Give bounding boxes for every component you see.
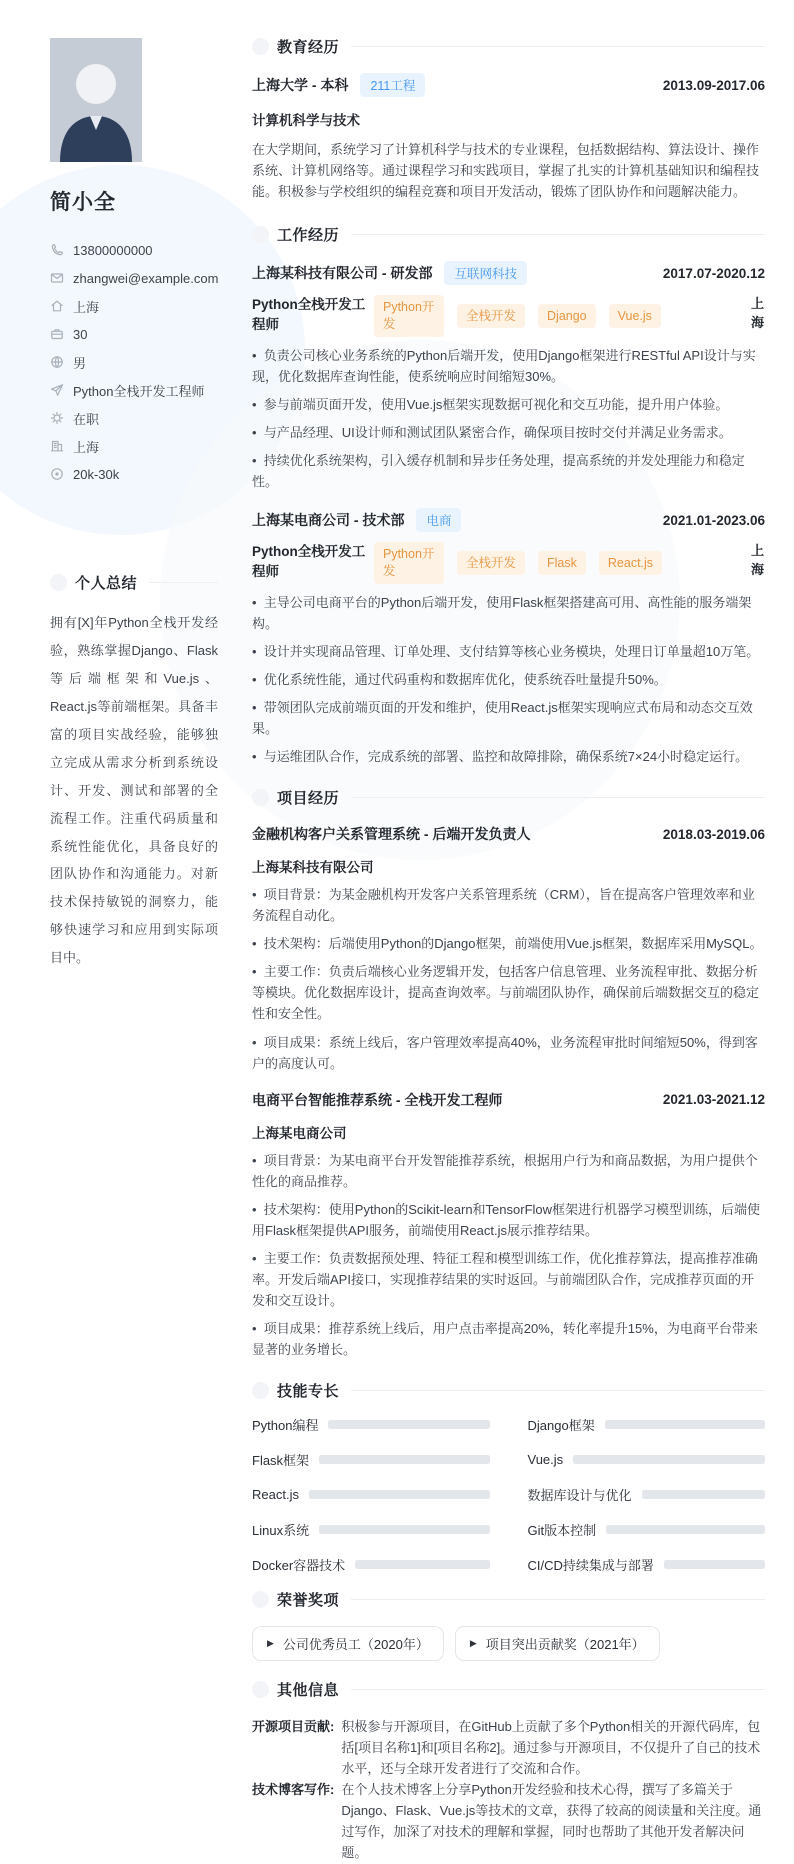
- skill-row: [528, 1452, 766, 1466]
- skill-tag: 全栈开发: [457, 551, 525, 576]
- project-date: 2018.03-2019.06: [662, 826, 765, 842]
- job-entry: [252, 261, 765, 492]
- project-date: 2021.03-2021.12: [662, 1092, 765, 1108]
- contact-location-value: 上海: [73, 299, 100, 315]
- bullet-item: • 与运维团队合作，完成系统的部署、监控和故障排除，确保系统7×24小时稳定运行。: [252, 746, 765, 767]
- job-header-row: [252, 508, 765, 532]
- other-info-section: [252, 1679, 765, 1863]
- project-name: 电商平台智能推荐系统 - 全栈开发工程师: [252, 1091, 503, 1108]
- education-section: [252, 36, 765, 202]
- gear-icon: [50, 411, 64, 425]
- skill-name: Vue.js: [527, 1451, 564, 1467]
- building-icon: [50, 439, 64, 453]
- section-ghost-icon: [50, 574, 67, 591]
- project-company: 上海某电商公司: [252, 1125, 347, 1141]
- position-title: Python全栈开发工程师: [252, 297, 366, 333]
- project-bullets: [252, 884, 765, 1073]
- projects-section: [252, 787, 765, 1360]
- summary-text: 拥有[X]年Python全栈开发经验，熟练掌握Django、Flask等后端框架和Vue.js、React.js等前端框架。具备丰富的项目实战经验，能够独立完成从需求分析到系统设计、开发、测试和部署的全流程工作。注重代码质量和系统性能优化，具备良好的团队协作和沟通能力。对新技术保持敏锐的洞察力，能够快速学习和应用到实际项目中。: [50, 615, 218, 966]
- skill-tag: Flask: [538, 551, 586, 576]
- section-title: 个人总结: [75, 575, 138, 592]
- contact-gender-value: 男: [73, 355, 87, 371]
- education-entry-row: [252, 73, 765, 97]
- skill-row: [252, 1487, 490, 1501]
- contact-age-value: 30: [73, 326, 88, 342]
- position-row: [252, 295, 765, 337]
- contact-email: [50, 264, 218, 292]
- skill-row: [252, 1452, 490, 1466]
- bullet-item: • 项目背景：为某金融机构开发客户关系管理系统（CRM），旨在提高客户管理效率和业务流程自动化。: [252, 884, 765, 926]
- skill-tags: [370, 542, 750, 584]
- skill-bar: [605, 1420, 765, 1429]
- project-entry: [252, 1090, 765, 1360]
- contact-status-value: 在职: [73, 411, 100, 427]
- mail-icon: [50, 271, 64, 285]
- skill-tag: Python开发: [374, 542, 444, 584]
- section-title: 工作经历: [277, 227, 340, 245]
- contact-age: [50, 320, 218, 348]
- skill-tags: [370, 295, 750, 337]
- skill-tag: Vue.js: [609, 304, 661, 329]
- school-badge: 211工程: [360, 73, 425, 97]
- skill-name: 数据库设计与优化: [527, 1487, 632, 1503]
- section-divider: [351, 46, 765, 47]
- job-bullets: [252, 345, 765, 492]
- section-title: 技能专长: [277, 1383, 340, 1401]
- section-header-projects: [252, 787, 765, 808]
- bullet-item: • 优化系统性能，通过代码重构和数据库优化，使系统吞吐量提升50%。: [252, 669, 765, 690]
- section-divider: [149, 582, 218, 583]
- section-header-skills: [252, 1380, 765, 1401]
- skill-bar: [606, 1525, 765, 1534]
- skill-name: CI/CD持续集成与部署: [527, 1557, 654, 1573]
- job-date: 2021.01-2023.06: [662, 512, 765, 528]
- honor-badge: [252, 1626, 444, 1661]
- bullet-item: • 持续优化系统架构，引入缓存机制和异步任务处理，提高系统的并发处理能力和稳定性。: [252, 450, 765, 492]
- globe-icon: [50, 355, 64, 369]
- bullet-item: • 参与前端页面开发，使用Vue.js框架实现数据可视化和交互功能，提升用户体验。: [252, 394, 765, 415]
- skill-row: [528, 1487, 766, 1501]
- section-header-work: [252, 224, 765, 245]
- contact-job-title-value: Python全栈开发工程师: [73, 383, 205, 399]
- skill-name: Flask框架: [252, 1452, 310, 1468]
- skill-bar: [355, 1560, 489, 1569]
- industry-badge: 电商: [416, 508, 461, 532]
- honor-text: 公司优秀员工（2020年）: [282, 1637, 429, 1653]
- education-date: 2013.09-2017.06: [662, 77, 765, 93]
- section-ghost-icon: [252, 1591, 269, 1608]
- section-title: 荣誉奖项: [277, 1592, 340, 1610]
- major-name: 计算机科学与技术: [252, 113, 360, 128]
- job-bullets: [252, 592, 765, 767]
- skill-bar: [328, 1420, 489, 1429]
- section-header-other: [252, 1679, 765, 1700]
- school-name: 上海大学 - 本科: [252, 77, 349, 93]
- bullet-item: • 项目成果：系统上线后，客户管理效率提高40%，业务流程审批时间缩短50%，得到客户的高度认可。: [252, 1032, 765, 1074]
- contact-location: [50, 292, 218, 320]
- bullet-item: • 技术架构：使用Python的Scikit-learn和TensorFlow框架进行机器学习模型训练，后端使用Flask框架提供API服务，前端使用React.js展示推荐结果。: [252, 1199, 765, 1241]
- target-icon: [50, 467, 64, 481]
- skill-name: Python编程: [252, 1417, 319, 1433]
- skill-row: [528, 1557, 766, 1571]
- skill-bar: [642, 1490, 765, 1499]
- company-name: 上海某电商公司 - 技术部: [252, 512, 405, 529]
- skill-name: Django框架: [527, 1417, 595, 1433]
- education-description: 在大学期间，系统学习了计算机科学与技术的专业课程，包括数据结构、算法设计、操作系统、计算机网络等。通过课程学习和实践项目，掌握了扎实的计算机基础知识和编程技能。积极参与学校组织的编程竞赛和项目开发活动，锻炼了团队协作和问题解决能力。: [252, 142, 760, 200]
- contact-gender: [50, 348, 218, 376]
- contact-city-value: 上海: [73, 439, 100, 455]
- phone-icon: [50, 243, 64, 257]
- section-header-honors: [252, 1589, 765, 1610]
- section-title: 项目经历: [277, 790, 340, 808]
- position-row: [252, 542, 765, 584]
- section-divider: [351, 797, 765, 798]
- main-content: [252, 0, 765, 1863]
- honor-text: 项目突出贡献奖（2021年）: [485, 1637, 645, 1653]
- play-triangle-icon: ▶: [267, 1638, 274, 1649]
- bullet-item: • 主要工作：负责后端核心业务逻辑开发，包括客户信息管理、业务流程审批、数据分析等模块。优化数据库设计，提高查询效率。与前端团队协作，确保前后端数据交互的稳定性和安全性。: [252, 961, 765, 1024]
- section-divider: [351, 1599, 765, 1600]
- company-name: 上海某科技有限公司 - 研发部: [252, 265, 433, 282]
- honor-badge: [455, 1626, 660, 1661]
- contact-city: [50, 432, 218, 460]
- skill-bar: [664, 1560, 765, 1569]
- contact-phone: [50, 236, 218, 264]
- bullet-item: • 项目成果：推荐系统上线后，用户点击率提高20%，转化率提升15%，为电商平台带来显著的业务增长。: [252, 1318, 765, 1360]
- skill-name: React.js: [252, 1486, 299, 1502]
- section-ghost-icon: [252, 38, 269, 55]
- skill-name: Git版本控制: [527, 1522, 597, 1538]
- section-divider: [351, 234, 765, 235]
- other-info-text: 在个人技术博客上分享Python开发经验和技术心得，撰写了多篇关于Django、Flask、Vue.js等技术的文章，获得了较高的阅读量和关注度。通过写作，加深了对技术的理解和掌握，同时也帮助了其他开发者解决问题。: [341, 1782, 762, 1861]
- other-info-label: 技术博客写作:: [252, 1782, 335, 1798]
- other-info-item: [252, 1716, 765, 1779]
- job-entry: [252, 508, 765, 767]
- contact-salary-value: 20k-30k: [73, 466, 120, 482]
- position-title: Python全栈开发工程师: [252, 544, 366, 580]
- skills-grid: [252, 1417, 765, 1571]
- job-date: 2017.07-2020.12: [662, 265, 765, 281]
- section-ghost-icon: [252, 1681, 269, 1698]
- skills-section: [252, 1380, 765, 1571]
- section-ghost-icon: [252, 789, 269, 806]
- section-title: 其他信息: [277, 1682, 340, 1700]
- job-header-row: [252, 261, 765, 285]
- project-bullets: [252, 1150, 765, 1360]
- bullet-item: • 项目背景：为某电商平台开发智能推荐系统，根据用户行为和商品数据，为用户提供个性化的商品推荐。: [252, 1150, 765, 1192]
- honors-section: [252, 1589, 765, 1661]
- project-name: 金融机构客户关系管理系统 - 后端开发负责人: [252, 826, 531, 843]
- contact-phone-value: 13800000000: [73, 242, 153, 258]
- profile-photo: [50, 38, 142, 162]
- bullet-item: • 带领团队完成前端页面的开发和维护，使用React.js框架实现响应式布局和动态交互效果。: [252, 697, 765, 739]
- contact-job-title: [50, 376, 218, 404]
- skill-tag: React.js: [599, 551, 662, 576]
- skill-tag: Django: [538, 304, 596, 329]
- name: 简小全: [50, 191, 116, 214]
- home-icon: [50, 299, 64, 313]
- bullet-item: • 设计并实现商品管理、订单处理、支付结算等核心业务模块，处理日订单量超10万笔。: [252, 641, 765, 662]
- contact-email-value: zhangwei@example.com: [73, 270, 219, 286]
- project-company: 上海某科技有限公司: [252, 860, 374, 876]
- other-info-item: [252, 1779, 765, 1863]
- project-entry: [252, 824, 765, 1073]
- section-divider: [351, 1689, 765, 1690]
- skill-name: Linux系统: [252, 1522, 310, 1538]
- skill-row: [252, 1417, 490, 1431]
- section-header-summary: [50, 572, 218, 593]
- skill-bar: [309, 1490, 490, 1499]
- skill-name: Docker容器技术: [252, 1557, 346, 1573]
- project-header-row: [252, 1090, 765, 1110]
- bullet-item: • 技术架构：后端使用Python的Django框架，前端使用Vue.js框架，数据库采用MySQL。: [252, 933, 765, 954]
- work-section: [252, 224, 765, 767]
- job-location: 上海: [750, 296, 764, 330]
- bullet-item: • 主导公司电商平台的Python后端开发，使用Flask框架搭建高可用、高性能的服务端架构。: [252, 592, 765, 634]
- honors-row: [252, 1626, 765, 1661]
- skill-row: [528, 1522, 766, 1536]
- skill-row: [252, 1557, 490, 1571]
- project-header-row: [252, 824, 765, 844]
- other-info-text: 积极参与开源项目，在GitHub上贡献了多个Python相关的开源代码库，包括[项目名称1]和[项目名称2]。通过参与开源项目，不仅提升了自己的技术水平，还与全球开发者进行了交流和合作。: [341, 1719, 761, 1777]
- skill-bar: [319, 1525, 489, 1534]
- skill-row: [252, 1522, 490, 1536]
- skill-bar: [573, 1455, 765, 1464]
- section-ghost-icon: [252, 226, 269, 243]
- bullet-item: • 与产品经理、UI设计师和测试团队紧密合作，确保项目按时交付并满足业务需求。: [252, 422, 765, 443]
- personal-summary-section: [50, 572, 218, 972]
- contact-salary: [50, 460, 218, 488]
- section-divider: [351, 1390, 765, 1391]
- skill-tag: 全栈开发: [457, 304, 525, 329]
- bullet-item: • 主要工作：负责数据预处理、特征工程和模型训练工作，优化推荐算法，提高推荐准确率。开发后端API接口，实现推荐结果的实时返回。与前端团队合作，完成推荐页面的开发和交互设计。: [252, 1248, 765, 1311]
- play-triangle-icon: ▶: [469, 1638, 477, 1649]
- industry-badge: 互联网科技: [444, 261, 527, 285]
- section-title: 教育经历: [277, 39, 340, 56]
- briefcase-icon: [50, 327, 64, 341]
- job-location: 上海: [750, 543, 764, 578]
- skill-bar: [319, 1455, 489, 1464]
- sidebar: [50, 0, 218, 972]
- section-header-education: [252, 36, 765, 57]
- contact-status: [50, 404, 218, 432]
- section-ghost-icon: [252, 1382, 269, 1399]
- other-info-label: 开源项目贡献:: [252, 1719, 335, 1735]
- person-silhouette-icon: [50, 38, 142, 162]
- skill-row: [528, 1417, 766, 1431]
- paper-plane-icon: [50, 383, 64, 397]
- bullet-item: • 负责公司核心业务系统的Python后端开发，使用Django框架进行RESTful API设计与实现，优化数据库查询性能，使系统响应时间缩短30%。: [252, 345, 765, 387]
- skill-tag: Python开发: [374, 295, 444, 337]
- contact-list: [50, 236, 218, 488]
